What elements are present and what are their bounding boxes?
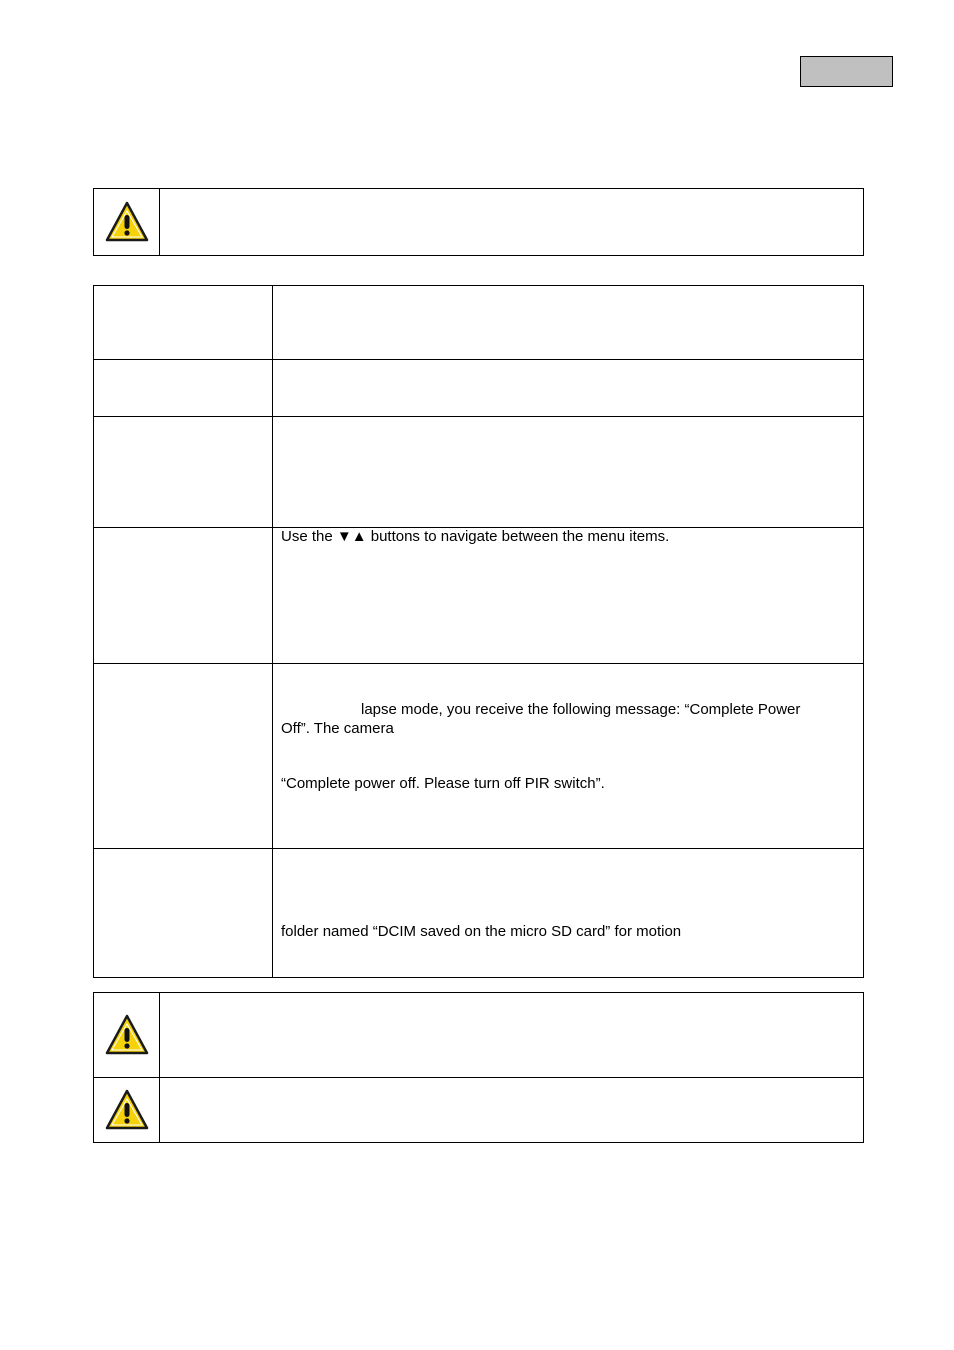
- note-text: [160, 1078, 863, 1142]
- description-line: Use the ▼▲ buttons to navigate between the menu items.: [281, 528, 670, 545]
- row-description: [273, 360, 863, 416]
- table-row: [94, 359, 863, 416]
- table-row: [94, 848, 863, 977]
- row-description: [273, 286, 863, 359]
- row-description: [273, 528, 863, 663]
- language-badge: [800, 56, 893, 87]
- note-icon-cell: [94, 993, 160, 1077]
- note-icon-cell: [94, 1078, 160, 1142]
- note-text: [160, 993, 863, 1077]
- table-row: [94, 663, 863, 848]
- description-line: Off”. The camera: [281, 720, 394, 737]
- warning-note-bottom: [93, 992, 864, 1143]
- description-line: lapse mode, you receive the following message: “Complete Power: [361, 701, 801, 718]
- warning-note-top: [93, 188, 864, 256]
- row-description: [273, 664, 863, 848]
- note-text: [160, 189, 863, 255]
- menu-description-table: [93, 285, 864, 978]
- warning-triangle-icon: [105, 1089, 149, 1131]
- row-label: [94, 417, 273, 527]
- row-label: [94, 360, 273, 416]
- row-description: [273, 417, 863, 527]
- table-row: [94, 527, 863, 663]
- description-line: “Complete power off. Please turn off PIR switch”.: [281, 775, 605, 792]
- description-line: folder named “DCIM saved on the micro SD card” for motion: [281, 923, 682, 940]
- warning-triangle-icon: [105, 201, 149, 243]
- row-label: [94, 286, 273, 359]
- table-row: [94, 286, 863, 359]
- row-label: [94, 664, 273, 848]
- row-label: [94, 849, 273, 977]
- row-label: [94, 528, 273, 663]
- row-description: [273, 849, 863, 977]
- warning-triangle-icon: [105, 1014, 149, 1056]
- table-row: [94, 416, 863, 527]
- note-icon-cell: [94, 189, 160, 255]
